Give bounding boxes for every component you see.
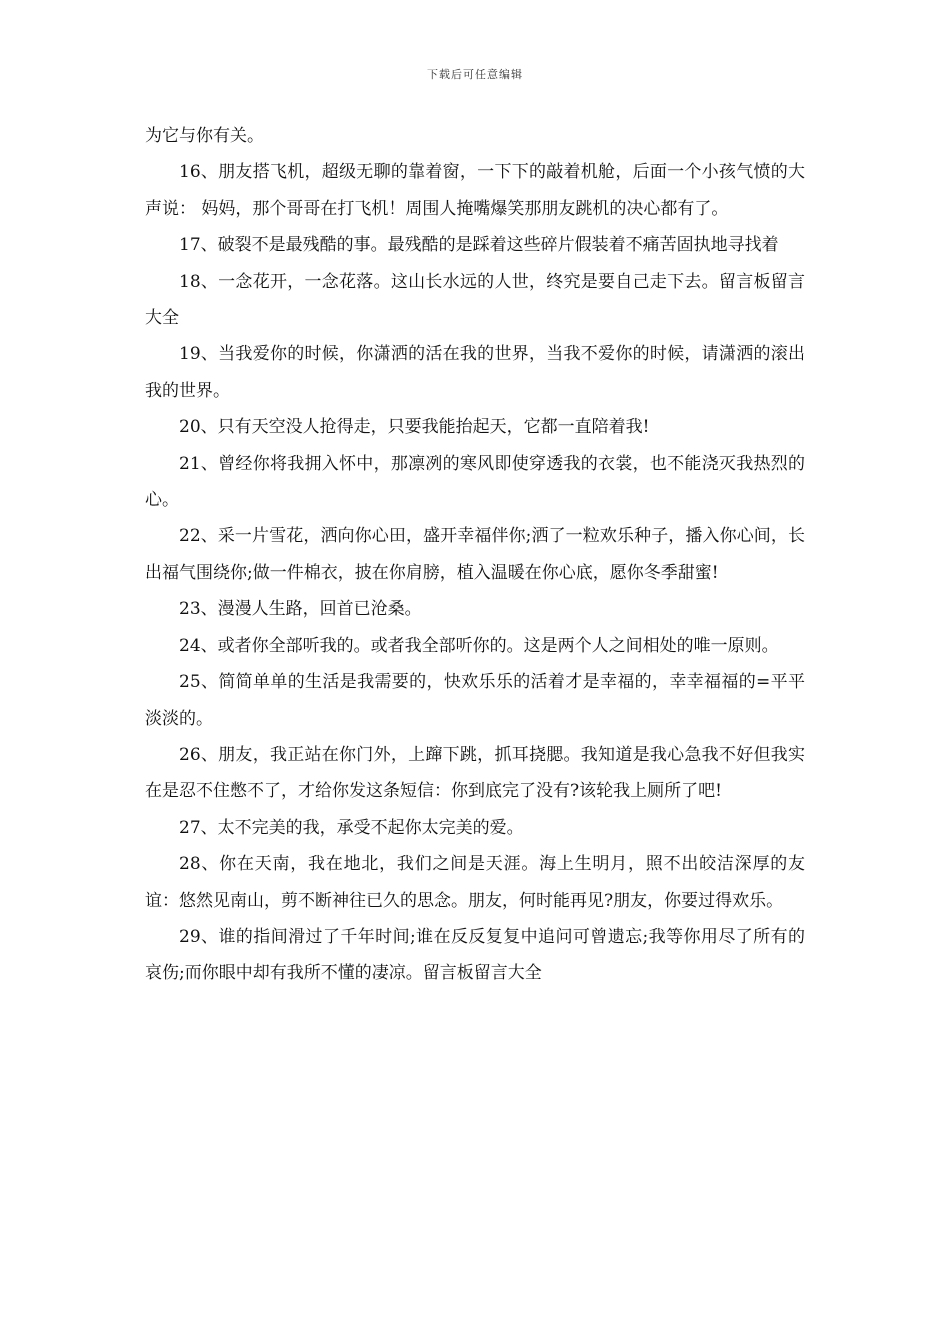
paragraph-29: 29、谁的指间滑过了千年时间;谁在反反复复中追问可曾遗忘;我等你用尽了所有的哀伤;而你眼中却有我所不懂的凄凉。留言板留言大全 (145, 926, 805, 984)
paragraph-20: 20、只有天空没人抢得走，只要我能抬起天，它都一直陪着我! (179, 417, 650, 438)
paragraph-18: 18、一念花开，一念花落。这山长水远的人世，终究是要自己走下去。留言板留言大全 (145, 271, 805, 329)
page-header: 下载后可任意编辑 (427, 68, 523, 81)
paragraph-19: 19、当我爱你的时候，你潇洒的活在我的世界，当我不爱你的时候，请潇洒的滚出我的世界。 (145, 344, 805, 401)
paragraph-22: 22、采一片雪花，洒向你心田，盛开幸福伴你;洒了一粒欢乐种子，播入你心间，长出福气围绕你;做一件棉衣，披在你肩膀，植入温暖在你心底，愿你冬季甜蜜! (145, 526, 805, 583)
paragraph-17: 17、破裂不是最残酷的事。最残酷的是踩着这些碎片假装着不痛苦固执地寻找着 (179, 235, 779, 256)
paragraph-27: 27、太不完美的我，承受不起你太完美的爱。 (179, 817, 524, 838)
paragraph-16: 16、朋友搭飞机，超级无聊的靠着窗，一下下的敲着机舱，后面一个小孩气愤的大声说： 妈妈，那个哥哥在打飞机！周围人掩嘴爆笑那朋友跳机的决心都有了。 (145, 162, 805, 219)
paragraph-continuation: 为它与你有关。 (145, 126, 264, 146)
paragraph-26: 26、朋友，我正站在你门外，上蹿下跳，抓耳挠腮。我知道是我心急我不好但我实在是忍不住憋不了，才给你发这条短信：你到底完了没有?该轮我上厕所了吧! (145, 744, 805, 802)
paragraph-28: 28、你在天南，我在地北，我们之间是天涯。海上生明月，照不出皎洁深厚的友谊：悠然见南山，剪不断神往已久的思念。朋友，何时能再见?朋友，你要过得欢乐。 (145, 854, 805, 911)
paragraph-23: 23、漫漫人生路，回首已沧桑。 (179, 599, 422, 620)
paragraph-21: 21、曾经你将我拥入怀中，那凛冽的寒风即使穿透我的衣裳，也不能浇灭我热烈的心。 (145, 453, 805, 511)
paragraph-25: 25、简简单单的生活是我需要的，快欢乐乐的活着才是幸福的，幸幸福福的=平平淡淡的。 (145, 672, 805, 729)
document-body (145, 118, 805, 992)
paragraph-24: 24、或者你全部听我的。或者我全部听你的。这是两个人之间相处的唯一原则。 (179, 635, 779, 656)
